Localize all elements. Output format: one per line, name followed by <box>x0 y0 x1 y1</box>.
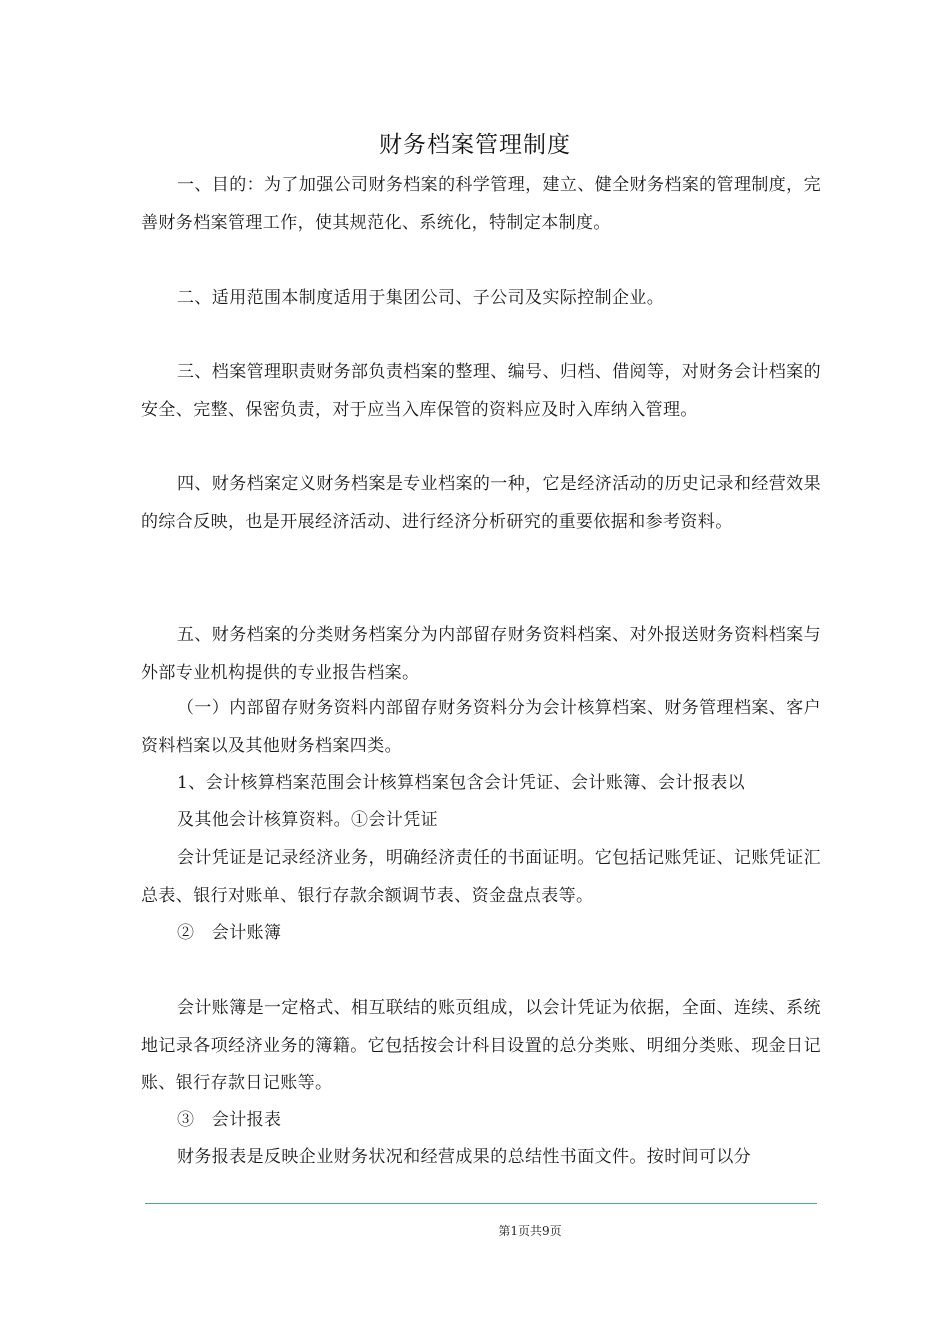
paragraph-accounting-scope: 1、会计核算档案范围会计核算档案包含会计凭证、会计账簿、会计报表以 <box>177 773 746 793</box>
paragraph-internal-records: （一）内部留存财务资料内部留存财务资料分为会计核算档案、财务管理档案、客户资料档案以及其他财务档案四类。 <box>141 698 821 756</box>
paragraph-responsibility: 三、档案管理职责财务部负责档案的整理、编号、归档、借阅等，对财务会计档案的安全、完整、保密负责，对于应当入库保管的资料应及时入库纳入管理。 <box>141 362 821 420</box>
paragraph-vouchers: 会计凭证是记录经济业务，明确经济责任的书面证明。它包括记账凭证、记账凭证汇总表、银行对账单、银行存款余额调节表、资金盘点表等。 <box>141 848 821 906</box>
footer-divider <box>145 1203 817 1204</box>
heading-reports: ③ 会计报表 <box>177 1110 282 1130</box>
paragraph-ledgers: 会计账簿是一定格式、相互联结的账页组成，以会计凭证为依据，全面、连续、系统地记录各项经济业务的簿籍。它包括按会计科目设置的总分类账、明细分类账、现金日记账、银行存款日记账等。 <box>141 998 821 1093</box>
paragraph-reports: 财务报表是反映企业财务状况和经营成果的总结性书面文件。按时间可以分 <box>177 1147 752 1167</box>
paragraph-accounting-scope-cont: 及其他会计核算资料。①会计凭证 <box>177 810 438 830</box>
heading-ledgers: ② 会计账簿 <box>177 923 282 943</box>
paragraph-classification: 五、财务档案的分类财务档案分为内部留存财务资料档案、对外报送财务资料档案与外部专业机构提供的专业报告档案。 <box>141 625 821 683</box>
document-title: 财务档案管理制度 <box>379 132 571 158</box>
paragraph-definition: 四、财务档案定义财务档案是专业档案的一种，它是经济活动的历史记录和经营效果的综合反映，也是开展经济活动、进行经济分析研究的重要依据和参考资料。 <box>141 474 821 532</box>
paragraph-scope: 二、适用范围本制度适用于集团公司、子公司及实际控制企业。 <box>177 288 665 308</box>
page-number: 第1页共9页 <box>498 1224 562 1238</box>
paragraph-purpose: 一、目的：为了加强公司财务档案的科学管理，建立、健全财务档案的管理制度，完善财务档案管理工作，使其规范化、系统化，特制定本制度。 <box>141 175 821 233</box>
